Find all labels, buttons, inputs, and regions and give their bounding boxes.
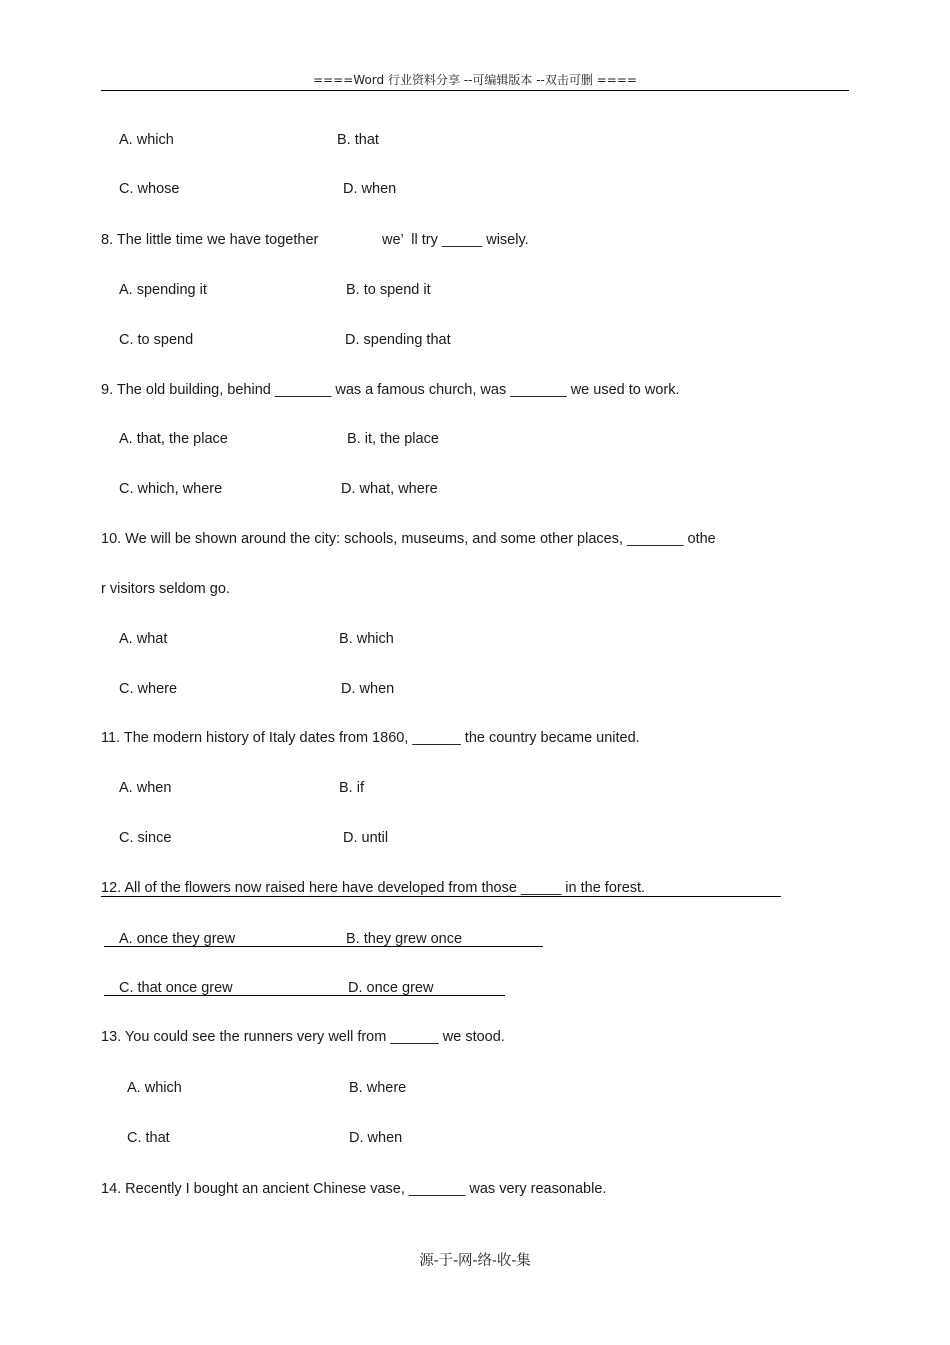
q8-option-c: C. to spend xyxy=(119,332,194,348)
q10-stem-line2: r visitors seldom go. xyxy=(101,581,230,597)
q13-option-d: D. when xyxy=(349,1130,403,1146)
q12-option-a: A. once they grew xyxy=(119,931,236,947)
q11-option-d: D. until xyxy=(343,830,389,846)
q12-stem: 12. All of the flowers now raised here have developed from those _____ in the forest. xyxy=(101,880,646,896)
q8-option-b: B. to spend it xyxy=(346,282,431,298)
q11-option-c: C. since xyxy=(119,830,172,846)
q8-stem-part1: 8. The little time we have together xyxy=(101,232,319,248)
q10-stem-line1: 10. We will be shown around the city: schools, museums, and some other places, _______ othe xyxy=(101,531,716,547)
q9-option-d: D. what, where xyxy=(341,481,438,497)
q7-option-b: B. that xyxy=(337,132,379,148)
q12-ab-underline xyxy=(104,946,543,947)
q14-stem: 14. Recently I bought an ancient Chinese vase, _______ was very reasonable. xyxy=(101,1181,607,1197)
q10-option-c: C. where xyxy=(119,681,178,697)
q8-stem-part2: we’ ll try _____ wisely. xyxy=(382,232,529,248)
q13-option-b: B. where xyxy=(349,1080,407,1096)
q11-option-b: B. if xyxy=(339,780,364,796)
q7-option-c: C. whose xyxy=(119,181,180,197)
q7-option-d: D. when xyxy=(343,181,397,197)
q10-option-d: D. when xyxy=(341,681,395,697)
q9-option-a: A. that, the place xyxy=(119,431,228,447)
q9-stem: 9. The old building, behind _______ was a famous church, was _______ we used to work. xyxy=(101,382,680,398)
q11-stem: 11. The modern history of Italy dates from 1860, ______ the country became united. xyxy=(101,730,640,746)
q8-option-a: A. spending it xyxy=(119,282,207,298)
q12-cd-underline xyxy=(104,995,505,996)
header-rule xyxy=(101,90,849,91)
q12-stem-underline xyxy=(101,896,781,897)
q12-option-c: C. that once grew xyxy=(119,980,233,996)
q13-stem: 13. You could see the runners very well from ______ we stood. xyxy=(101,1029,505,1045)
q10-option-b: B. which xyxy=(339,631,394,647)
q13-option-c: C. that xyxy=(127,1130,170,1146)
q13-option-a: A. which xyxy=(127,1080,182,1096)
q9-option-b: B. it, the place xyxy=(347,431,439,447)
q11-option-a: A. when xyxy=(119,780,172,796)
q12-option-b: B. they grew once xyxy=(346,931,463,947)
q8-option-d: D. spending that xyxy=(345,332,451,348)
q10-option-a: A. what xyxy=(119,631,168,647)
q7-option-a: A. which xyxy=(119,132,174,148)
q12-option-d: D. once grew xyxy=(348,980,434,996)
page-footer: 源-于-网-络-收-集 xyxy=(419,1253,531,1269)
q9-option-c: C. which, where xyxy=(119,481,223,497)
page-header: ====Word 行业资料分享 --可编辑版本 --双击可删 ==== xyxy=(313,73,637,87)
